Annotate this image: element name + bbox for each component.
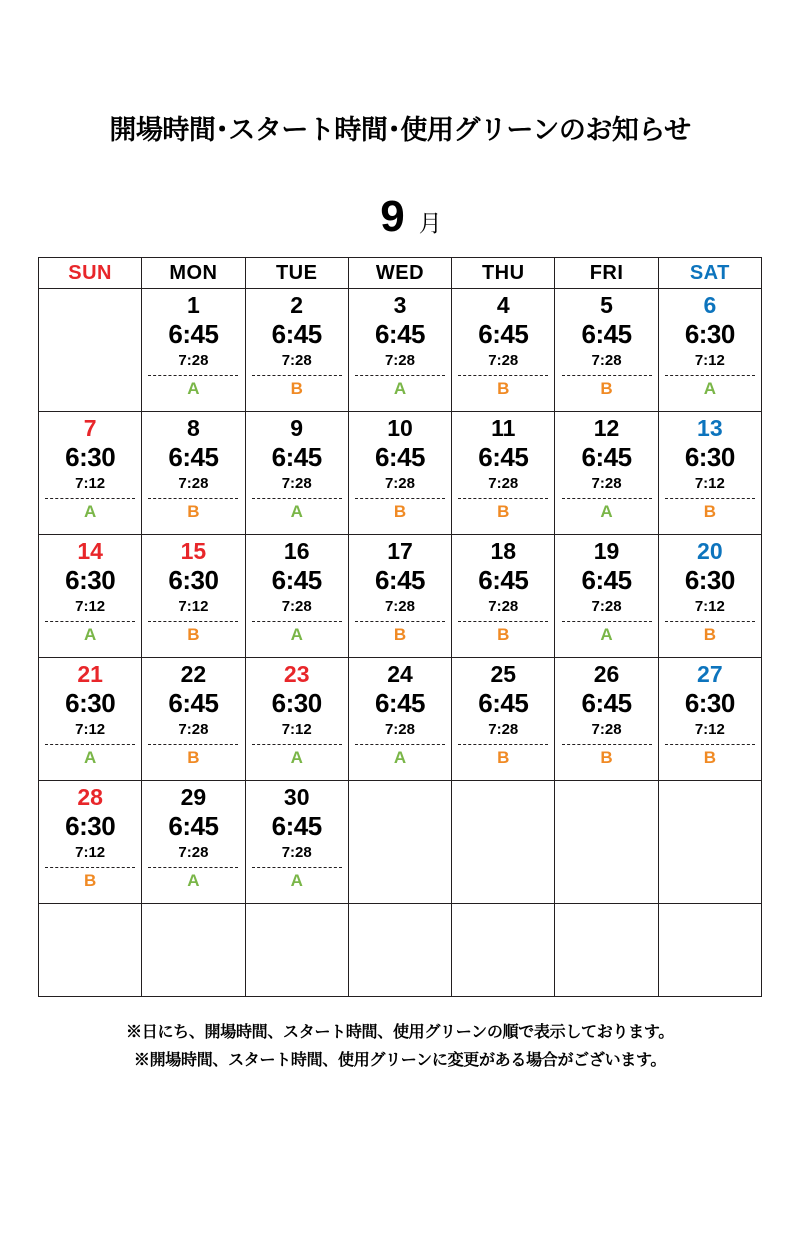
cell-divider: [148, 621, 238, 622]
day-number: 20: [697, 538, 723, 564]
open-time: 6:30: [684, 441, 735, 472]
day-number: 26: [593, 661, 620, 687]
calendar-cell-day-1[interactable]: [142, 289, 245, 412]
green-label: A: [187, 378, 200, 398]
open-time: 6:45: [478, 441, 529, 472]
calendar-cell-inner: [142, 289, 244, 411]
green-label: B: [497, 624, 510, 644]
green-label: B: [187, 624, 200, 644]
calendar-cell-inner: [349, 904, 451, 996]
start-time: 7:12: [281, 720, 312, 738]
green-label: B: [600, 747, 613, 767]
open-time: 6:30: [684, 564, 735, 595]
weekday-header-sun: SUN: [39, 258, 142, 289]
cell-divider: [252, 498, 342, 499]
open-time: 6:45: [581, 564, 632, 595]
cell-divider: [45, 621, 135, 622]
open-time: 6:30: [684, 318, 735, 349]
cell-divider: [665, 498, 755, 499]
open-time: 6:30: [65, 687, 116, 718]
note-line-1: ※日にち、開場時間、スタート時間、使用グリーンの順で表示しております。: [126, 1024, 674, 1041]
calendar-cell-day-8[interactable]: [142, 412, 245, 535]
cell-divider: [458, 498, 548, 499]
calendar-cell-day-7[interactable]: [39, 412, 142, 535]
calendar-cell-empty[interactable]: [452, 781, 555, 904]
start-time: 7:28: [488, 474, 519, 492]
calendar-cell-day-24[interactable]: [348, 658, 451, 781]
cell-divider: [148, 744, 238, 745]
day-number: 25: [490, 661, 517, 687]
calendar-cell-day-16[interactable]: [245, 535, 348, 658]
day-number: 6: [703, 292, 717, 318]
calendar-body: [39, 289, 762, 997]
open-time: 6:45: [374, 441, 425, 472]
day-number: 21: [77, 661, 103, 687]
start-time: 7:12: [75, 720, 106, 738]
green-label: A: [600, 624, 613, 644]
day-number: 9: [290, 415, 304, 441]
weekday-header-tue: TUE: [245, 258, 348, 289]
calendar-cell-inner: [142, 781, 244, 903]
start-time: 7:28: [281, 843, 312, 861]
calendar-cell-inner: [39, 535, 141, 657]
cell-divider: [252, 621, 342, 622]
calendar-week-row: [39, 658, 762, 781]
calendar-cell-empty[interactable]: [39, 289, 142, 412]
calendar-cell-empty[interactable]: [348, 904, 451, 997]
calendar-cell-inner: [452, 289, 554, 411]
green-label: A: [84, 624, 97, 644]
day-number: 4: [496, 292, 510, 318]
calendar-cell-inner: [555, 658, 657, 780]
open-time: 6:45: [374, 564, 425, 595]
start-time: 7:12: [694, 474, 725, 492]
green-label: B: [84, 870, 97, 890]
day-number: 22: [180, 661, 207, 687]
calendar-table: [38, 257, 762, 997]
open-time: 6:45: [478, 687, 529, 718]
calendar-cell-inner: [39, 289, 141, 411]
start-time: 7:28: [281, 597, 312, 615]
day-number: 14: [77, 538, 103, 564]
green-label: B: [703, 747, 716, 767]
open-time: 6:45: [271, 564, 322, 595]
start-time: 7:28: [591, 597, 622, 615]
start-time: 7:28: [384, 597, 415, 615]
cell-divider: [45, 498, 135, 499]
open-time: 6:45: [168, 810, 219, 841]
month-heading: [22, 192, 800, 241]
open-time: 6:45: [478, 564, 529, 595]
calendar-cell-day-4[interactable]: [452, 289, 555, 412]
day-number: 10: [387, 415, 413, 441]
calendar-cell-inner: [659, 781, 761, 903]
cell-divider: [148, 867, 238, 868]
month-kanji: 月: [418, 210, 442, 236]
calendar-cell-inner: [246, 289, 348, 411]
start-time: 7:28: [488, 597, 519, 615]
calendar-cell-inner: [452, 658, 554, 780]
calendar-cell-inner: [452, 535, 554, 657]
calendar-cell-inner: [659, 658, 761, 780]
calendar-cell-empty[interactable]: [142, 904, 245, 997]
calendar-week-row: [39, 289, 762, 412]
green-label: A: [393, 378, 407, 398]
weekday-header-wed: WED: [348, 258, 451, 289]
open-time: 6:45: [581, 687, 632, 718]
calendar-cell-day-22[interactable]: [142, 658, 245, 781]
cell-divider: [355, 744, 445, 745]
cell-divider: [665, 375, 755, 376]
calendar-cell-inner: [659, 904, 761, 996]
calendar-cell-day-13[interactable]: [658, 412, 761, 535]
calendar-cell-inner: [142, 412, 244, 534]
calendar-cell-day-2[interactable]: [245, 289, 348, 412]
open-time: 6:30: [684, 687, 735, 718]
calendar-cell-inner: [349, 289, 451, 411]
green-label: B: [497, 747, 510, 767]
day-number: 5: [600, 292, 613, 318]
cell-divider: [45, 744, 135, 745]
green-label: A: [703, 378, 716, 398]
calendar-cell-day-15[interactable]: [142, 535, 245, 658]
calendar-cell-day-25[interactable]: [452, 658, 555, 781]
open-time: 6:45: [581, 318, 632, 349]
day-number: 16: [283, 538, 310, 564]
open-time: 6:45: [271, 810, 322, 841]
cell-divider: [562, 375, 652, 376]
day-number: 27: [697, 661, 723, 687]
cell-divider: [665, 744, 755, 745]
green-label: A: [290, 747, 303, 767]
calendar-cell-day-18[interactable]: [452, 535, 555, 658]
start-time: 7:12: [694, 351, 725, 369]
open-time: 6:45: [271, 318, 322, 349]
green-label: A: [290, 501, 303, 521]
day-number: 15: [180, 538, 207, 564]
cell-divider: [458, 621, 548, 622]
day-number: 17: [387, 538, 413, 564]
calendar-cell-day-5[interactable]: [555, 289, 658, 412]
cell-divider: [148, 498, 238, 499]
calendar-cell-inner: [349, 535, 451, 657]
calendar-cell-inner: [555, 535, 657, 657]
day-number: 29: [180, 784, 207, 810]
start-time: 7:12: [75, 474, 106, 492]
calendar-cell-day-9[interactable]: [245, 412, 348, 535]
calendar-cell-empty[interactable]: [555, 781, 658, 904]
calendar-cell-day-23[interactable]: [245, 658, 348, 781]
cell-divider: [458, 744, 548, 745]
day-number: 23: [283, 661, 310, 687]
day-number: 24: [387, 661, 413, 687]
start-time: 7:12: [75, 597, 106, 615]
calendar-cell-inner: [349, 412, 451, 534]
calendar-cell-inner: [452, 412, 554, 534]
start-time: 7:28: [488, 720, 519, 738]
start-time: 7:12: [694, 720, 725, 738]
open-time: 6:45: [581, 441, 632, 472]
calendar-page: [0, 108, 800, 1240]
open-time: 6:45: [168, 318, 219, 349]
green-label: B: [187, 501, 200, 521]
calendar-cell-inner: [246, 658, 348, 780]
cell-divider: [458, 375, 548, 376]
day-number: 8: [187, 415, 200, 441]
weekday-header-mon: MON: [142, 258, 245, 289]
calendar-cell-inner: [142, 904, 244, 996]
start-time: 7:28: [178, 843, 209, 861]
calendar-cell-day-21[interactable]: [39, 658, 142, 781]
start-time: 7:28: [591, 351, 622, 369]
green-label: A: [84, 747, 97, 767]
calendar-week-row: [39, 412, 762, 535]
calendar-cell-day-26[interactable]: [555, 658, 658, 781]
cell-divider: [148, 375, 238, 376]
cell-divider: [355, 621, 445, 622]
calendar-cell-day-29[interactable]: [142, 781, 245, 904]
start-time: 7:28: [488, 351, 519, 369]
cell-divider: [355, 375, 445, 376]
open-time: 6:45: [478, 318, 529, 349]
green-label: A: [187, 870, 200, 890]
calendar-cell-day-27[interactable]: [658, 658, 761, 781]
start-time: 7:28: [281, 351, 312, 369]
day-number: 7: [83, 415, 97, 441]
cell-divider: [252, 375, 342, 376]
calendar-week-row: [39, 535, 762, 658]
calendar-cell-inner: [555, 412, 657, 534]
calendar-cell-inner: [142, 535, 244, 657]
start-time: 7:12: [694, 597, 725, 615]
weekday-header-thu: THU: [452, 258, 555, 289]
calendar-cell-day-28[interactable]: [39, 781, 142, 904]
calendar-cell-inner: [452, 781, 554, 903]
calendar-cell-empty[interactable]: [658, 781, 761, 904]
cell-divider: [45, 867, 135, 868]
cell-divider: [562, 498, 652, 499]
calendar-cell-empty[interactable]: [555, 904, 658, 997]
calendar-cell-day-20[interactable]: [658, 535, 761, 658]
calendar-cell-day-19[interactable]: [555, 535, 658, 658]
calendar-cell-empty[interactable]: [348, 781, 451, 904]
calendar-cell-inner: [39, 658, 141, 780]
calendar-week-row: [39, 781, 762, 904]
green-label: A: [600, 501, 613, 521]
calendar-cell-inner: [555, 904, 657, 996]
calendar-cell-day-6[interactable]: [658, 289, 761, 412]
open-time: 6:30: [65, 564, 116, 595]
calendar-cell-inner: [555, 781, 657, 903]
note-line-2: ※開場時間、スタート時間、使用グリーンに変更がある場合がございます。: [133, 1052, 667, 1069]
start-time: 7:28: [591, 474, 622, 492]
green-label: B: [703, 501, 716, 521]
green-label: B: [393, 624, 407, 644]
calendar-cell-day-14[interactable]: [39, 535, 142, 658]
open-time: 6:45: [168, 687, 219, 718]
calendar-cell-inner: [659, 535, 761, 657]
day-number: 30: [283, 784, 310, 810]
cell-divider: [562, 621, 652, 622]
green-label: B: [703, 624, 716, 644]
start-time: 7:28: [384, 351, 415, 369]
calendar-cell-inner: [349, 658, 451, 780]
page-title: 開場時間･スタート時間･使用グリーンのお知らせ: [109, 115, 691, 145]
open-time: 6:45: [374, 318, 425, 349]
open-time: 6:45: [168, 441, 219, 472]
calendar-cell-empty[interactable]: [39, 904, 142, 997]
day-number: 2: [290, 292, 304, 318]
calendar-cell-inner: [142, 658, 244, 780]
calendar-cell-inner: [555, 289, 657, 411]
green-label: A: [290, 870, 303, 890]
calendar-cell-inner: [246, 781, 348, 903]
cell-divider: [252, 867, 342, 868]
calendar-cell-day-11[interactable]: [452, 412, 555, 535]
start-time: 7:28: [384, 720, 415, 738]
cell-divider: [665, 621, 755, 622]
day-number: 1: [187, 292, 200, 318]
open-time: 6:45: [271, 441, 322, 472]
calendar-cell-inner: [39, 781, 141, 903]
cell-divider: [355, 498, 445, 499]
calendar-week-row: [39, 904, 762, 997]
green-label: A: [393, 747, 407, 767]
start-time: 7:12: [75, 843, 106, 861]
day-number: 12: [593, 415, 620, 441]
notes-block: [0, 1019, 800, 1075]
cell-divider: [252, 744, 342, 745]
calendar-cell-inner: [39, 412, 141, 534]
start-time: 7:28: [178, 720, 209, 738]
calendar-cell-inner: [246, 412, 348, 534]
open-time: 6:45: [374, 687, 425, 718]
calendar-cell-inner: [349, 781, 451, 903]
calendar-cell-day-30[interactable]: [245, 781, 348, 904]
calendar-cell-inner: [246, 904, 348, 996]
day-number: 18: [490, 538, 517, 564]
calendar-cell-day-12[interactable]: [555, 412, 658, 535]
start-time: 7:28: [384, 474, 415, 492]
start-time: 7:28: [281, 474, 312, 492]
day-number: 11: [491, 415, 516, 441]
day-number: 19: [593, 538, 620, 564]
day-number: 13: [697, 415, 723, 441]
month-number: 9: [380, 192, 405, 241]
green-label: B: [290, 378, 303, 398]
calendar-cell-inner: [452, 904, 554, 996]
open-time: 6:30: [271, 687, 322, 718]
green-label: A: [84, 501, 97, 521]
start-time: 7:12: [178, 597, 209, 615]
start-time: 7:28: [591, 720, 622, 738]
day-number: 28: [77, 784, 103, 810]
start-time: 7:28: [178, 351, 209, 369]
open-time: 6:30: [65, 441, 116, 472]
open-time: 6:30: [168, 564, 219, 595]
start-time: 7:28: [178, 474, 209, 492]
calendar-cell-day-17[interactable]: [348, 535, 451, 658]
day-number: 3: [393, 292, 407, 318]
calendar-cell-empty[interactable]: [658, 904, 761, 997]
calendar-cell-empty[interactable]: [245, 904, 348, 997]
calendar-cell-empty[interactable]: [452, 904, 555, 997]
calendar-cell-inner: [659, 412, 761, 534]
calendar-cell-day-10[interactable]: [348, 412, 451, 535]
open-time: 6:30: [65, 810, 116, 841]
cell-divider: [562, 744, 652, 745]
calendar-cell-inner: [246, 535, 348, 657]
calendar-cell-inner: [659, 289, 761, 411]
green-label: B: [497, 501, 510, 521]
weekday-header-row: [39, 258, 762, 289]
green-label: A: [290, 624, 303, 644]
green-label: B: [187, 747, 200, 767]
green-label: B: [497, 378, 510, 398]
weekday-header-fri: FRI: [555, 258, 658, 289]
green-label: B: [393, 501, 407, 521]
calendar-cell-day-3[interactable]: [348, 289, 451, 412]
calendar-cell-inner: [39, 904, 141, 996]
green-label: B: [600, 378, 613, 398]
weekday-header-sat: SAT: [658, 258, 761, 289]
